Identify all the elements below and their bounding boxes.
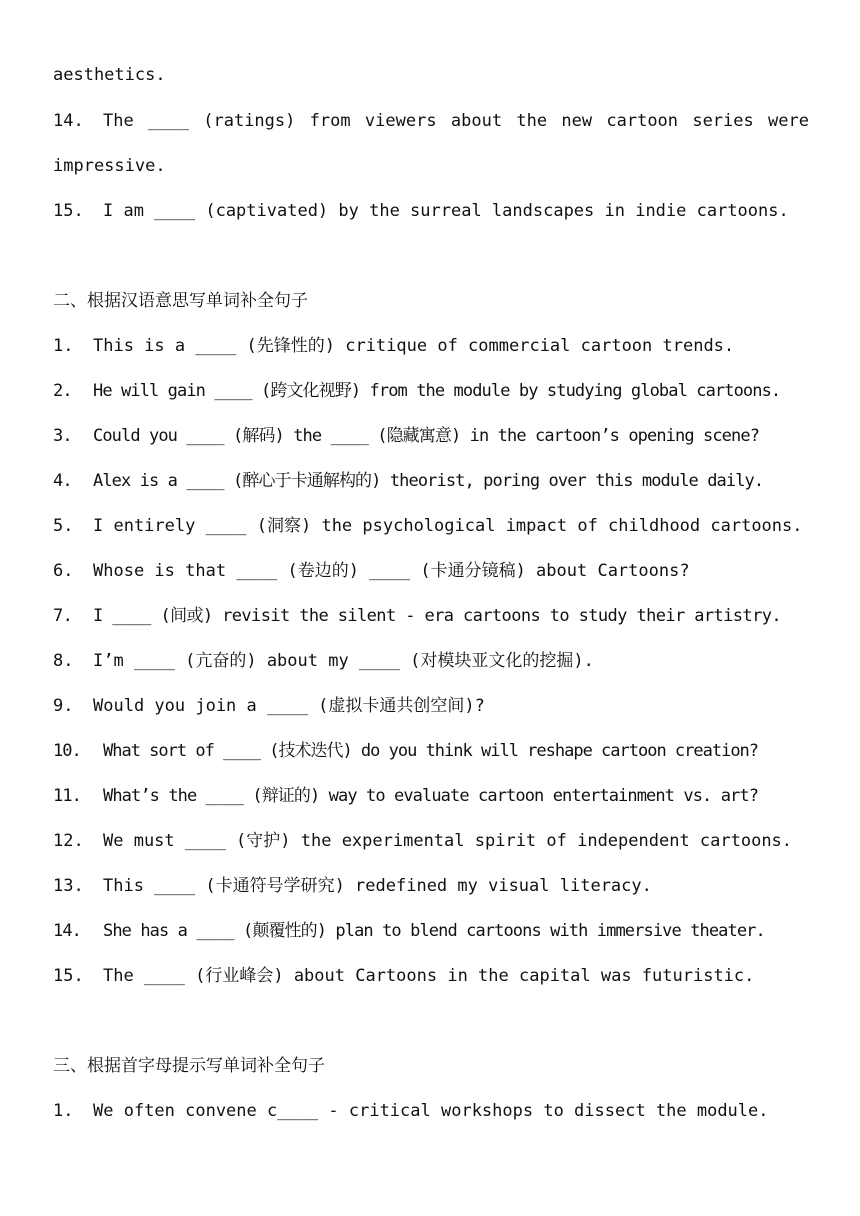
item-text: She has a ____ (颠覆性的) plan to blend cartoons with immersive theater.	[103, 921, 765, 941]
item-number: 7.	[53, 606, 73, 626]
continuation-text: aesthetics.	[53, 65, 166, 85]
item-text: I entirely ____ (洞察) the psychological impact of childhood cartoons.	[93, 516, 803, 536]
item-text: Whose is that ____ (卷边的) ____ (卡通分镜稿) about Cartoons?	[93, 561, 690, 581]
item-text: I am ____ (captivated) by the surreal landscapes in indie cartoons.	[103, 201, 789, 221]
item-number: 14.	[53, 111, 84, 131]
item-number: 4.	[53, 471, 72, 491]
item-text: This is a ____ (先锋性的) critique of commercial cartoon trends.	[93, 336, 735, 356]
item-number: 11.	[53, 786, 82, 806]
exercise-item	[53, 424, 809, 448]
item-text: He will gain ____ (跨文化视野) from the module by studying global cartoons.	[93, 381, 781, 401]
exercise-item-14-continued: impressive.	[53, 156, 166, 176]
item-number: 15.	[53, 201, 84, 221]
item-number: 1.	[53, 1101, 74, 1121]
item-text: I ____ (间或) revisit the silent - era cartoons to study their artistry.	[93, 606, 781, 626]
exercise-item	[53, 829, 809, 853]
exercise-item	[53, 514, 809, 538]
item-text: What’s the ____ (辩证的) way to evaluate cartoon entertainment vs. art?	[103, 786, 759, 806]
exercise-item	[53, 649, 809, 673]
item-text: The ____ (行业峰会) about Cartoons in the capital was futuristic.	[103, 966, 755, 986]
item-text: We must ____ (守护) the experimental spirit of independent cartoons.	[103, 831, 793, 851]
item-number: 6.	[53, 561, 74, 581]
exercise-item	[53, 559, 809, 583]
item-text: This ____ (卡通符号学研究) redefined my visual literacy.	[103, 876, 652, 896]
exercise-item	[53, 919, 809, 943]
exercise-item	[53, 469, 809, 493]
exercise-item	[53, 334, 809, 358]
item-text: We often convene c____ - critical workshops to dissect the module.	[93, 1101, 769, 1121]
exercise-item	[53, 694, 809, 718]
item-number: 2.	[53, 381, 72, 401]
item-number: 13.	[53, 876, 84, 896]
exercise-item	[53, 784, 809, 808]
exercise-item	[53, 379, 809, 403]
section-heading-initial-letter: 三、根据首字母提示写单词补全句子	[53, 1056, 325, 1076]
exercise-item	[53, 739, 809, 763]
item-text: I’m ____ (亢奋的) about my ____ (对模块亚文化的挖掘).	[93, 651, 594, 671]
item-number: 5.	[53, 516, 74, 536]
item-number: 15.	[53, 966, 84, 986]
exercise-item	[53, 964, 809, 988]
exercise-item	[53, 874, 809, 898]
item-number: 14.	[53, 921, 82, 941]
item-text: What sort of ____ (技术迭代) do you think will reshape cartoon creation?	[103, 741, 759, 761]
exercise-item	[53, 1099, 809, 1123]
section-heading-chinese-meaning: 二、根据汉语意思写单词补全句子	[53, 291, 308, 311]
item-number: 8.	[53, 651, 74, 671]
item-number: 12.	[53, 831, 84, 851]
exercise-item-14	[53, 109, 809, 133]
exercise-item	[53, 604, 809, 628]
item-number: 1.	[53, 336, 74, 356]
item-text: Could you ____ (解码) the ____ (隐藏寓意) in the cartoon’s opening scene?	[93, 426, 760, 446]
item-number: 9.	[53, 696, 74, 716]
item-number: 10.	[53, 741, 81, 761]
item-text: Would you join a ____ (虚拟卡通共创空间)?	[93, 696, 485, 716]
item-text: The ____ (ratings) from viewers about the new cartoon series were	[103, 111, 809, 131]
exercise-item-15	[53, 199, 809, 223]
item-text: Alex is a ____ (醉心于卡通解构的) theorist, poring over this module daily.	[93, 471, 764, 491]
item-number: 3.	[53, 426, 72, 446]
